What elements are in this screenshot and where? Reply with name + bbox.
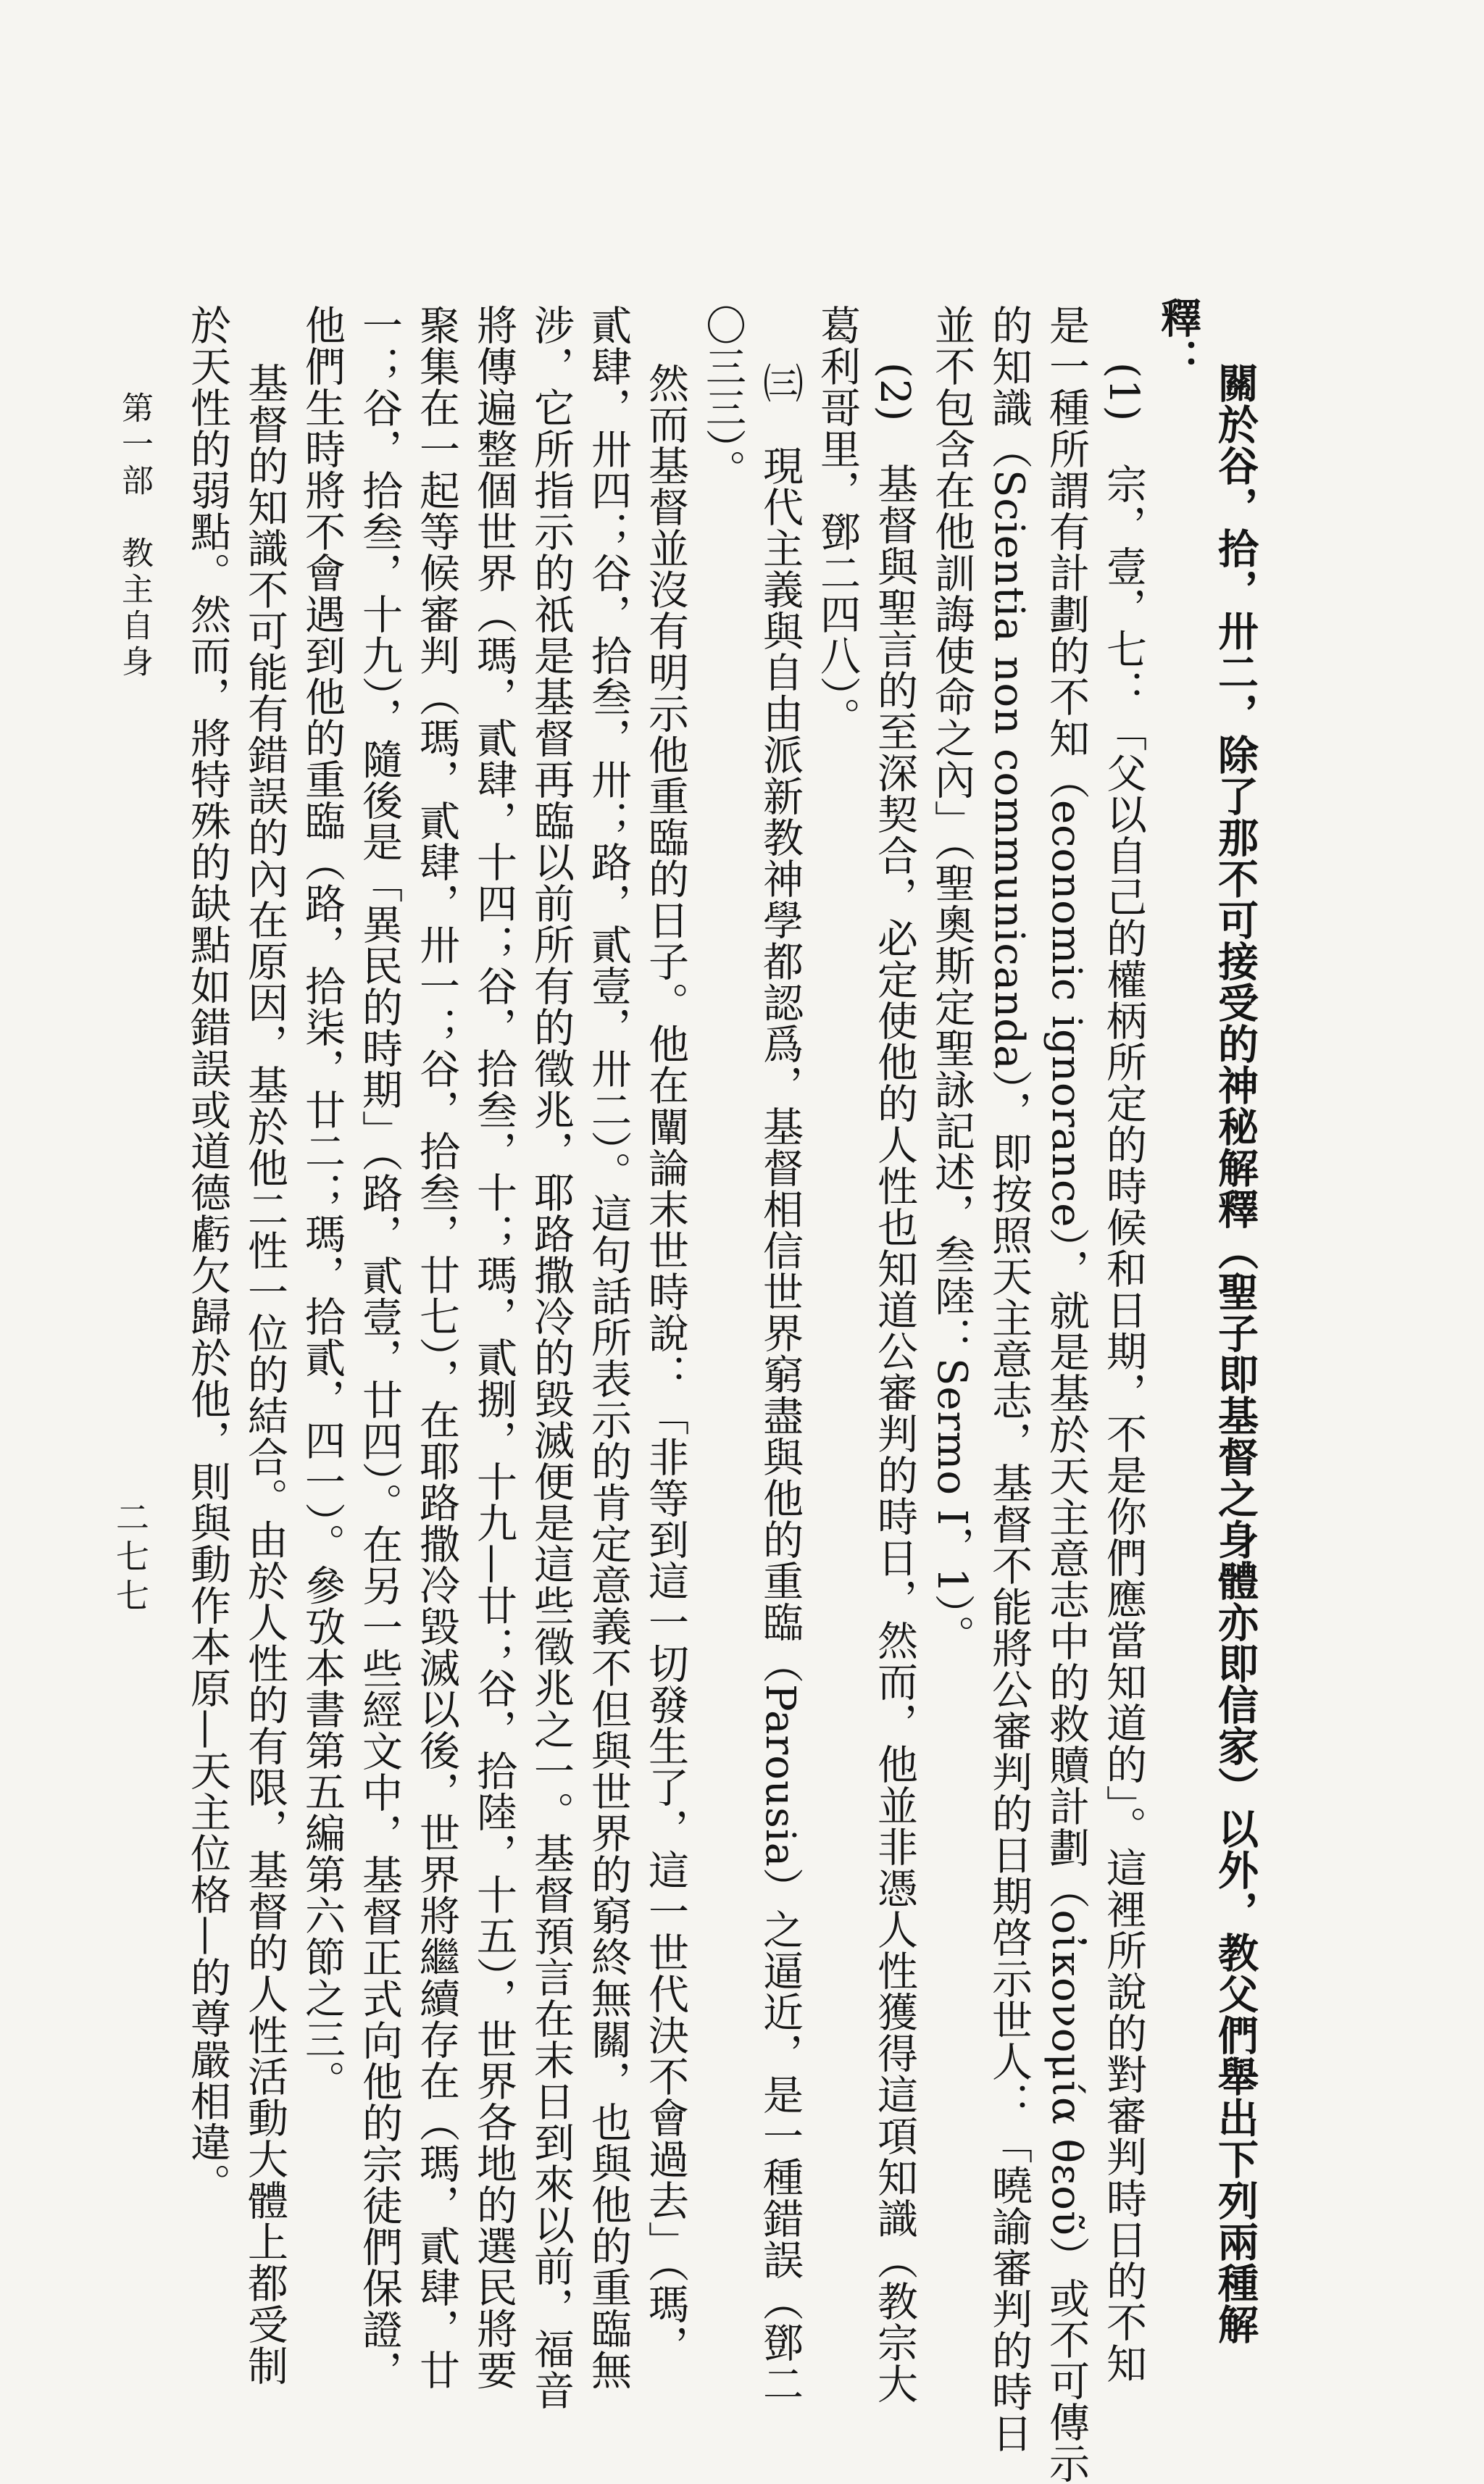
text-column: 的知識（Scientia non communicanda），即按照天主意志，基督不能將公審判的日期啓示世人：「曉諭審判的時日: [985, 304, 1033, 2454]
text-column: 一；谷，拾叁，十九），隨後是「異民的時期」（路，貳壹，廿四）。在另一些經文中，基督正式向他的宗徒們保證，: [356, 304, 403, 2391]
page-number: 二七七: [111, 1500, 150, 1617]
text-column: 聚集在一起等候審判（瑪，貳肆，卅一；谷，拾叁，廿七），在耶路撒冷毀滅以後，世界將繼續存在（瑪，貳肆，廿: [413, 304, 460, 2391]
text-column: (2) 基督與聖言的至深契合，必定使他的人性也知道公審判的時日，然而，他並非憑人性獲得這項知識（教宗大: [871, 362, 918, 2405]
text-column: 釋：: [1154, 297, 1202, 380]
text-column: (1) 宗，壹，七：「父以自己的權柄所定的時候和日期，不是你們應當知道的」。這裡所說的對審判時日的不知: [1100, 362, 1147, 2385]
text-column: 於天性的弱點。然而，將特殊的缺點如錯誤或道德虧欠歸於他，則與動作本原—天主位格—的尊嚴相違。: [184, 304, 231, 2204]
text-column: 貳肆，卅四；谷，拾叁，卅；路，貳壹，卅二）。這句話所表示的肯定意義不但與世界的窮終無關，也與他的重臨無: [585, 304, 632, 2391]
text-column: 葛利哥里，鄧二四八）。: [814, 304, 861, 738]
text-column: 並不包含在他訓誨使命之內」（聖奧斯定聖詠記述，叁陸：Sermo I，1）。: [928, 304, 975, 1656]
text-column: 〇三三）。: [699, 304, 746, 491]
text-column: 然而基督並沒有明示他重臨的日子。他在闡論末世時說：「非等到這一切發生了，這一世代決不會過去」（瑪，: [642, 362, 689, 2366]
section-title: 第一部 教主自身: [116, 391, 153, 681]
text-column: 關於谷，拾，卅二，除了那不可接受的神秘解釋（聖子即基督之身體亦即信家）以外，教父們舉出下列兩種解: [1212, 362, 1259, 2345]
text-column: 是一種所謂有計劃的不知（economic ignorance），就是基於天主意志中的救贖計劃（οἰκονομία θεοῦ）或不可傳示: [1043, 304, 1090, 2484]
text-column: 將傳遍整個世界（瑪，貳肆，十四；谷，拾叁，十；瑪，貳捌，十九—廿；谷，拾陸，十五），世界各地的選民將要: [470, 304, 517, 2391]
text-column: ㈢ 現代主義與自由派新教神學都認爲，基督相信世界窮盡與他的重臨（Parousia）之逼近，是一種錯誤（鄧二: [756, 362, 804, 2405]
text-column: 他們生時將不會遇到他的重臨（路，拾柒，廿二；瑪，拾貳，四一）。參攷本書第五編第六節之三。: [299, 304, 346, 2101]
text-column: 涉，它所指示的祇是基督再臨以前所有的徵兆，耶路撒冷的毀滅便是這些徵兆之一。基督預言在末日到來以前，福音: [528, 304, 575, 2411]
text-column: 基督的知識不可能有錯誤的內在原因，基於他二性一位的結合。由於人性的有限，基督的人性活動大體上都受制: [241, 362, 288, 2386]
